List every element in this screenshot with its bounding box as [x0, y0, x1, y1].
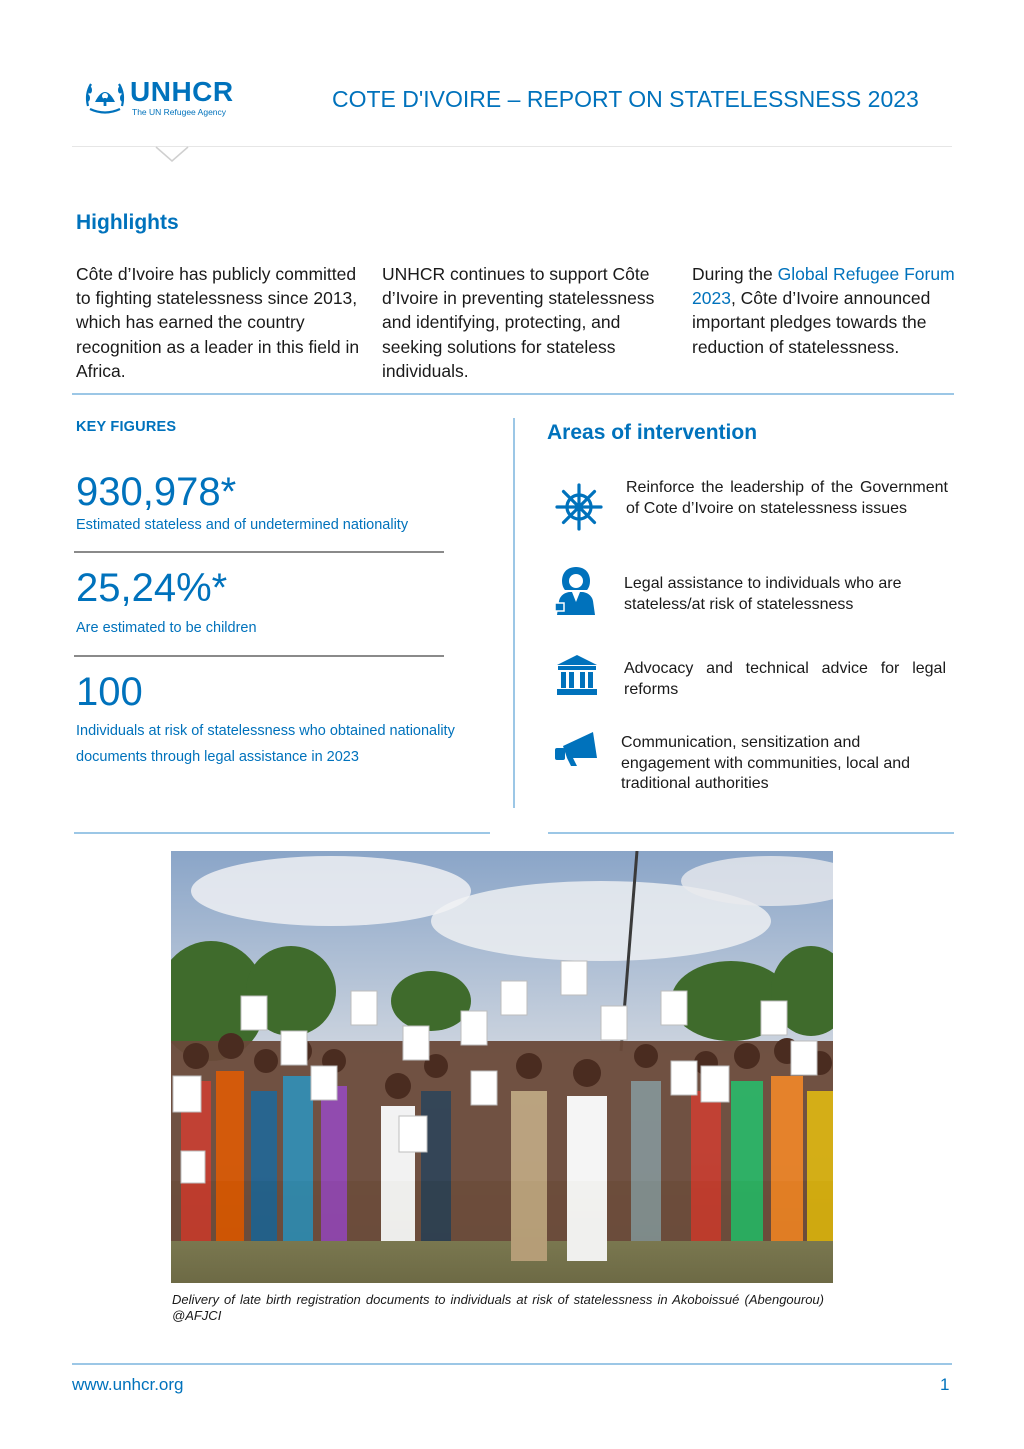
- area-text: Communication, sensitization and engagement with communities, local and traditional authorities: [621, 734, 911, 792]
- highlight-paragraph-2: UNHCR continues to support Côte d’Ivoire in preventing statelessness and identifying, protecting, and seeking solutions for stateless individuals.: [382, 264, 655, 381]
- unhcr-logo: [82, 76, 252, 120]
- chevron-down-icon: [155, 146, 189, 164]
- highlights-heading: Highlights: [76, 211, 179, 234]
- left-column-divider: [74, 832, 490, 834]
- page-number: 1: [940, 1375, 950, 1394]
- key-figure-desc: Individuals at risk of statelessness who obtained nationality documents through legal assistance in 2023: [76, 723, 455, 765]
- megaphone-icon: [553, 728, 599, 768]
- highlight-paragraph-1: Côte d’Ivoire has publicly committed to fighting statelessness since 2013, which has earned the country recognition as a leader in this field in Africa.: [76, 264, 360, 381]
- global-refugee-forum-link[interactable]: Global Refugee Forum 2023: [692, 264, 955, 309]
- section-vertical-divider: [513, 418, 515, 808]
- key-figures-label: KEY FIGURES: [76, 419, 177, 435]
- highlight-3-suffix: , Côte d’Ivoire announced important pledges towards the reduction of statelessness.: [692, 288, 931, 357]
- ship-wheel-icon: [555, 483, 603, 531]
- key-figure-divider: [74, 655, 444, 657]
- highlight-3-prefix: During the: [692, 264, 778, 284]
- key-figure-value: 930,978*: [76, 470, 237, 514]
- highlights-divider: [72, 393, 954, 395]
- area-text: Advocacy and technical advice for legal reforms: [624, 660, 946, 698]
- footer-divider: [72, 1363, 952, 1365]
- photo-caption: Delivery of late birth registration documents to individuals at risk of statelessness in Akoboissué (Abengourou) @AFJCI: [172, 1292, 824, 1323]
- logo-tagline: The UN Refugee Agency: [132, 107, 227, 117]
- highlight-paragraph-3: [692, 262, 962, 359]
- government-building-icon: [555, 654, 599, 696]
- areas-heading: Areas of intervention: [547, 421, 758, 444]
- right-column-divider: [548, 832, 954, 834]
- key-figure-value: 25,24%*: [76, 566, 228, 610]
- legal-advisor-icon: [553, 565, 599, 615]
- logo-wordmark: UNHCR: [130, 76, 234, 107]
- area-text: Reinforce the leadership of the Government of Cote d’Ivoire on statelessness issues: [626, 479, 948, 517]
- key-figure-divider: [74, 551, 444, 553]
- area-text: Legal assistance to individuals who are stateless/at risk of statelessness: [624, 575, 902, 613]
- report-title: COTE D'IVOIRE – REPORT ON STATELESSNESS 2023: [332, 86, 919, 112]
- footer-website-link[interactable]: www.unhcr.org: [72, 1375, 184, 1394]
- community-document-delivery-photo: [171, 851, 833, 1283]
- key-figure-value: 100: [76, 670, 143, 714]
- key-figure-desc: Estimated stateless and of undetermined nationality: [76, 517, 409, 533]
- key-figure-desc: Are estimated to be children: [76, 620, 257, 636]
- header-divider: [72, 146, 952, 147]
- unhcr-emblem-icon: [82, 76, 128, 116]
